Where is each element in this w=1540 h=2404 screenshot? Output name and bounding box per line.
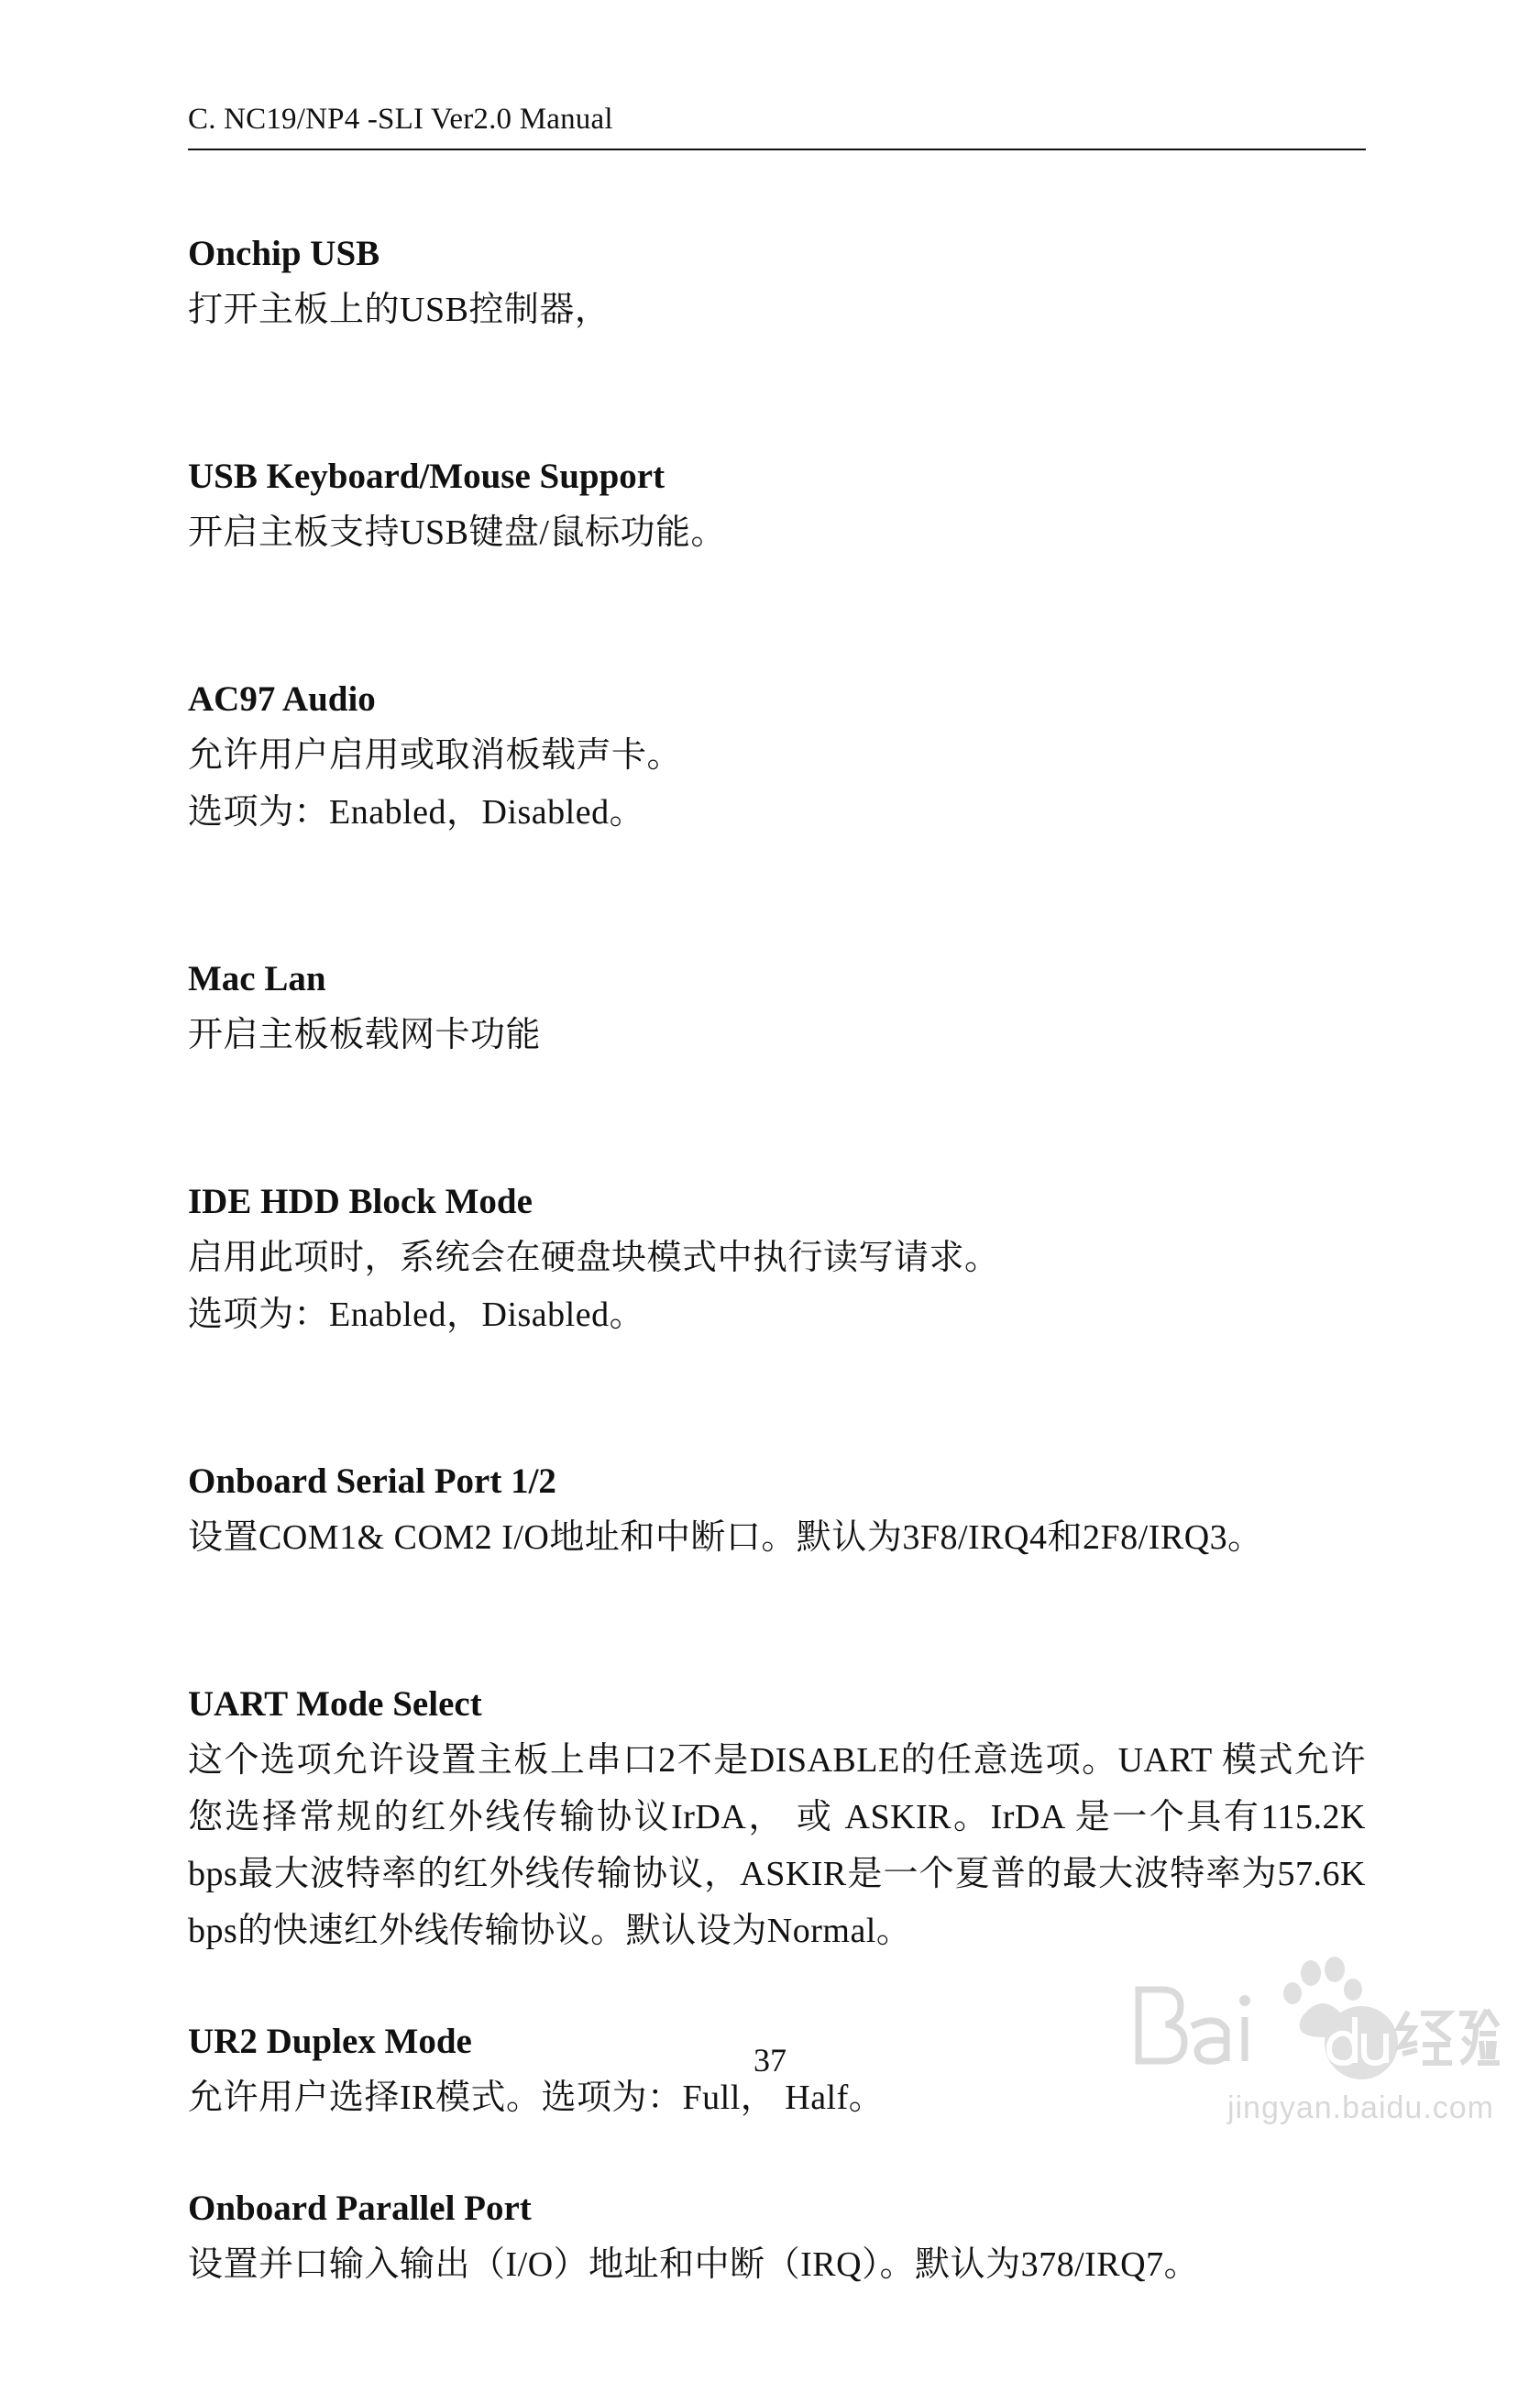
section-ac97-audio [188,672,1366,841]
section-paragraph: 这个选项允许设置主板上串口2不是DISABLE的任意选项。UART 模式允许您选择常规的红外线传输协议IrDA， 或 ASKIR。IrDA 是一个具有115.2K bps最大波特率的红外线传输协议，ASKIR是一个夏普的最大波特率为57.6K bps的快速红外线传输协议。默认设为Normal。 [188,1741,1366,1950]
section-onboard-parallel-port [188,2181,1366,2293]
section-paragraph: 允许用户选择IR模式。选项为：Full， Half。 [188,2079,885,2117]
section-onchip-usb [188,226,1366,338]
baidu-jingyan-watermark [1128,1953,1503,2145]
page-number: 37 [754,2042,786,2079]
section-paragraph: 设置COM1& COM2 I/O地址和中断口。默认为3F8/IRQ4和2F8/IRQ3。 [188,1518,1263,1557]
section-paragraph: 开启主板支持USB键盘/鼠标功能。 [188,513,726,552]
section-paragraph: 打开主板上的USB控制器， [188,291,610,329]
section-usb-keyboard-mouse [188,449,1366,561]
section-title: IDE HDD Block Mode [188,1182,533,1221]
section-paragraph: 启用此项时，系统会在硬盘块模式中执行读写请求。 [188,1239,1000,1277]
section-paragraph: 允许用户启用或取消板载声卡。 [188,736,683,775]
section-title: Onboard Serial Port 1/2 [188,1461,556,1501]
section-paragraph: 开启主板板载网卡功能 [188,1016,542,1054]
section-title: USB Keyboard/Mouse Support [188,457,666,496]
section-title: AC97 Audio [188,679,376,719]
watermark-url: jingyan.baidu.com [1226,2090,1494,2125]
section-title: UART Mode Select [188,1684,482,1724]
section-title: Onchip USB [188,234,380,273]
section-onboard-serial-port [188,1454,1366,1566]
section-uart-mode-select [188,1677,1366,1959]
section-title: Onboard Parallel Port [188,2189,532,2228]
section-ide-hdd-block-mode [188,1174,1366,1343]
baidu-paw-logo-icon [1128,1953,1503,2081]
section-title: Mac Lan [188,959,326,998]
page-header [188,101,1366,150]
section-options: 选项为：Enabled，Disabled。 [188,1296,645,1334]
section-mac-lan [188,952,1366,1064]
section-paragraph: 设置并口输入输出（I/O）地址和中断（IRQ）。默认为378/IRQ7。 [188,2245,1200,2284]
section-title: UR2 Duplex Mode [188,2022,472,2061]
section-options: 选项为：Enabled，Disabled。 [188,793,645,832]
manual-title: C. NC19/NP4 -SLI Ver2.0 Manual [188,103,613,136]
